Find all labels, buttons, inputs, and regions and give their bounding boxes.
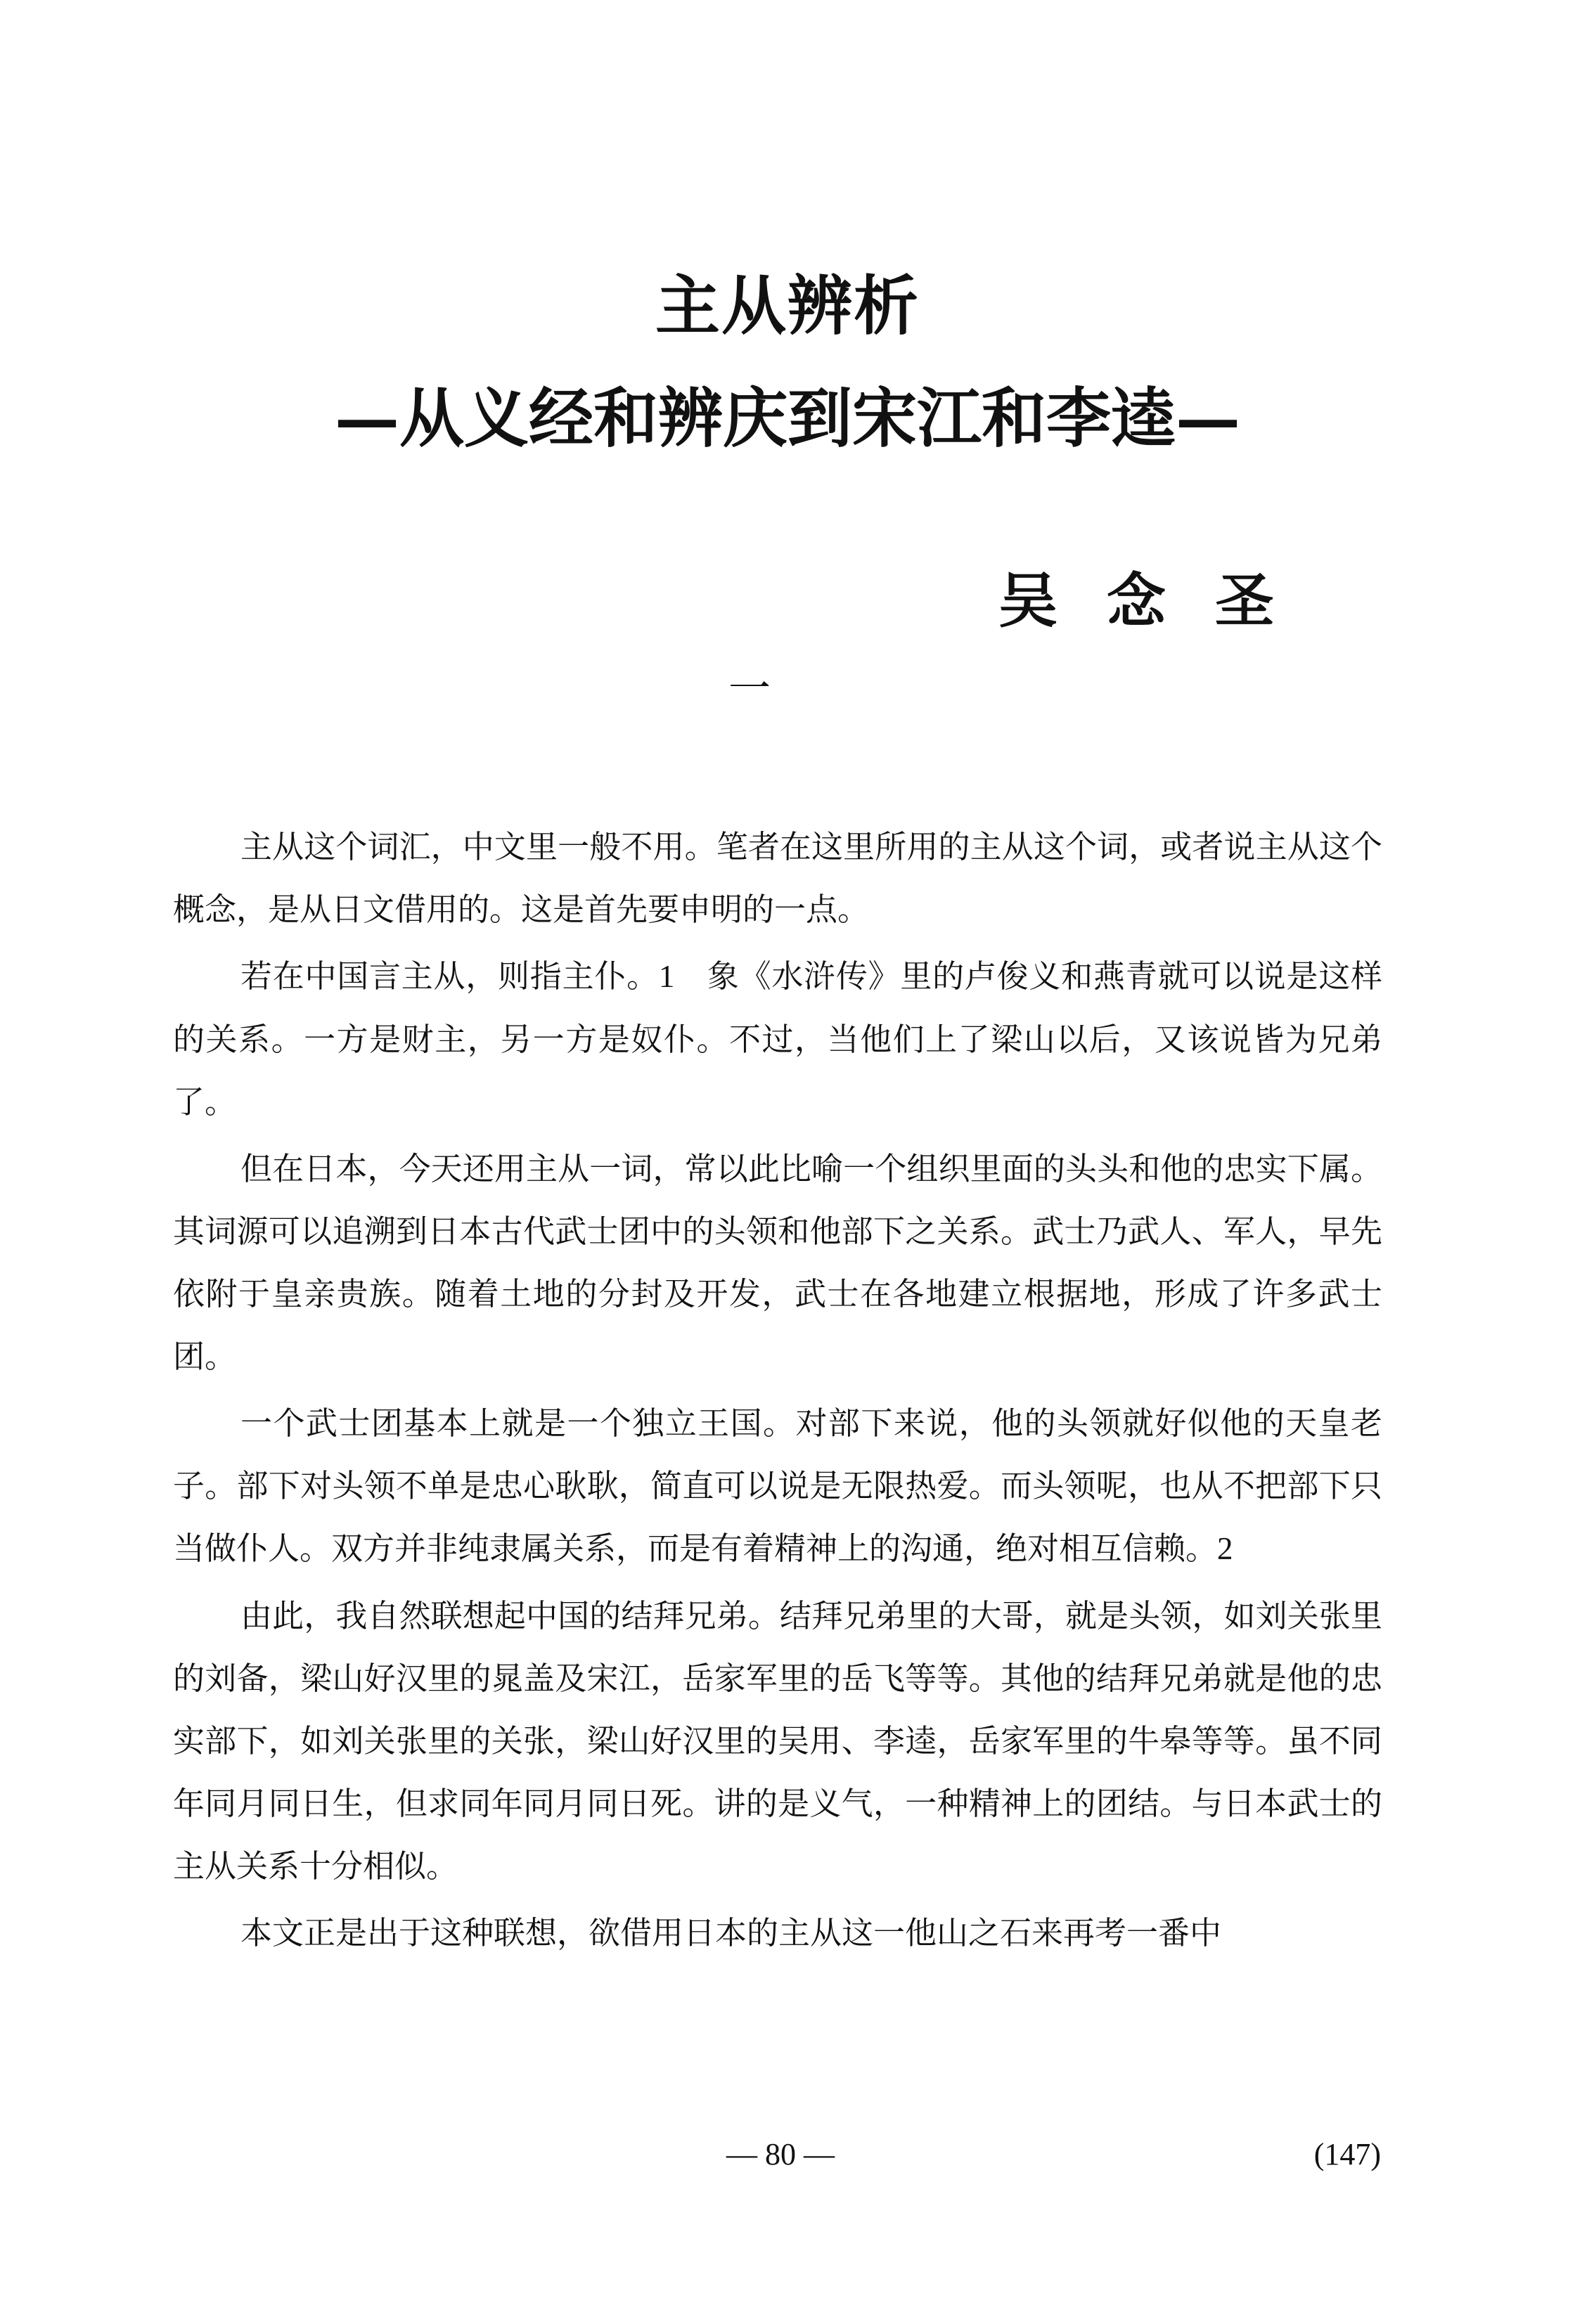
paragraph xyxy=(173,1902,1382,1964)
paragraph-text: 但在日本，今天还用主从一词，常以此比喻一个组织里面的头头和他的忠实下属。其词源可以追溯到日本古代武士团中的头领和他部下之关系。武士乃武人、军人，早先依附于皇亲贵族。随着土地的分封及开发，武士在各地建立根据地，形成了许多武士团。 xyxy=(173,1150,1382,1375)
paragraph xyxy=(173,1584,1382,1897)
paragraph xyxy=(173,945,1382,1133)
paragraph xyxy=(173,1137,1382,1388)
paragraph xyxy=(173,815,1382,941)
body-text xyxy=(173,815,1382,1968)
footnote-marker: 1 xyxy=(658,959,675,994)
title-block xyxy=(0,260,1575,464)
section-number: 一 xyxy=(728,664,771,714)
paragraph xyxy=(173,1392,1382,1580)
paragraph-text-continued: 象《水浒传》里的卢俊义和燕青就可以说是这样的关系。一方是财主，另一方是奴仆。不过，当他们上了梁山以后，又该说皆为兄弟了。 xyxy=(173,957,1382,1121)
article-subtitle: —从义经和辨庆到宋江和李逵— xyxy=(334,380,1240,456)
paragraph-text: 本文正是出于这种联想，欲借用日本的主从这一他山之石来再考一番中 xyxy=(240,1914,1222,1951)
paragraph-text: 一个武士团基本上就是一个独立王国。对部下来说，他的头领就好似他的天皇老子。部下对头领不单是忠心耿耿，简直可以说是无限热爱。而头领呢，也从不把部下只当做仆人。双方并非纯隶属关系，而是有着精神上的沟通，绝对相互信赖。 xyxy=(173,1405,1382,1567)
author-name: 吴念圣 xyxy=(998,566,1324,635)
paragraph-text: 由此，我自然联想起中国的结拜兄弟。结拜兄弟里的大哥，就是头领，如刘关张里的刘备，梁山好汉里的晁盖及宋江，岳家军里的岳飞等等。其他的结拜兄弟就是他的忠实部下，如刘关张里的关张，梁山好汉里的吴用、李逵，岳家军里的牛皋等等。虽不同年同月同日生，但求同年同月同日死。讲的是义气，一种精神上的团结。与日本武士的主从关系十分相似。 xyxy=(173,1597,1382,1885)
page-footer xyxy=(0,2130,1575,2179)
alternate-page-number: (147) xyxy=(1313,2137,1381,2171)
page-number: — 80 — xyxy=(726,2137,835,2171)
article-title: 主从辨析 xyxy=(655,268,920,344)
footnote-marker: 2 xyxy=(1217,1531,1233,1566)
paragraph-text: 若在中国言主从，则指主仆。 xyxy=(240,957,659,995)
paragraph-text: 主从这个词汇，中文里一般不用。笔者在这里所用的主从这个词，或者说主从这个概念，是从日文借用的。这是首先要申明的一点。 xyxy=(173,828,1382,928)
